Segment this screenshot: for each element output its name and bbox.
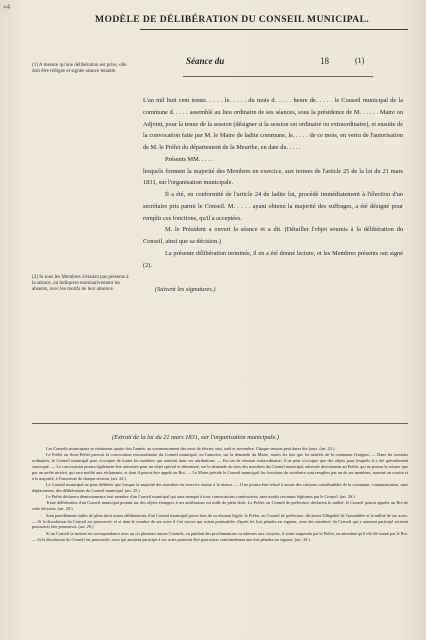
extract-paragraph: Les Conseils municipaux se réunissent quatre fois l'année, au commencement des mois de février, mai, août et novembre. Chaque session peut durer dix jours. (art. 23.) <box>46 446 335 451</box>
margin-note-1: (1) A mesure qu'une délibération est prise, elle doit être rédigée et signée séance tenante. <box>32 62 127 75</box>
seance-note-ref: (1) <box>355 56 365 65</box>
extract-paragraph: Le Préfet ou Sous-Préfet prescrit la convocation extraordinaire du Conseil municipal, ou l'autorise, sur la demande du Maire, toutes les fois que les intérêts de la commune l'exigent. — Dans les sessions ordinaires, le Conseil municipal peut s'occuper de toutes les matières qui rentrent dans ses attributions. — En cas de réunion extraordinaire, il ne peut s'occuper que des objets pour lesquels il a été spécialement convoqué. — La convocation pourra également être autorisée pour un objet spécial et déterminé, sur la demande du tiers des membres du Conseil municipal, adressée directement au Préfet, qui ne pourra la refuser que par un arrêté motivé, qui sera notifié aux réclamants, et dont il pourra être appelé au Roi. — Le Maire préside le Conseil municipal; les fonctions de secrétaire sont remplies par un de ses membres, nommé au scrutin et à la majorité, à l'ouverture de chaque session. (art. 24.) <box>32 452 408 481</box>
signatures-note: (Suivent les signatures.) <box>155 286 216 293</box>
extract-paragraph: Le Conseil municipal ne peut délibérer que lorsque la majorité des membres en exercice assiste à la séance. — Il ne pourra être refusé à aucun des citoyens contribuables de la commune, communication, sans déplacement, des délibérations du Conseil municipal. (art. 25.) <box>32 482 408 494</box>
body-paragraph-majority: lesquels forment la majorité des Membres en exercice, aux termes de l'article 25 de la loi du 21 mars 1831, sur l'organisation municipale. <box>143 167 403 187</box>
seance-year: 18 <box>320 56 329 66</box>
page-corner-mark: «4 <box>3 3 10 11</box>
seance-label: Séance du <box>186 56 225 66</box>
extract-paragraph: Si un Conseil se mettait en correspondance avec un ou plusieurs autres Conseils, ou publiait des proclamations ou adresses aux citoyens, il serait suspendu par le Préfet, en attendant qu'il eût été statué par le Roi. — Si la dissolution du Conseil est prononcée, ceux qui auraient participé à ces actes pourront être poursuivis conformément aux lois pénales en vigueur. (art. 30.) <box>32 530 408 542</box>
body-paragraph-president: M. le Président a ouvert la séance et a dit. (Détailler l'objet soumis à la délibération du Conseil, ainsi que sa décision.) <box>143 226 403 246</box>
extract-title: (Extrait de la loi du 21 mars 1831, sur l'organisation municipale.) <box>112 434 279 441</box>
seance-divider <box>183 76 373 77</box>
title-underline <box>140 29 408 30</box>
body-paragraph-presents: Présents MM. . . . . <box>165 155 213 163</box>
extract-paragraph: Sont pareillement nulles de plein droit toutes délibérations d'un Conseil municipal prises hors de sa réunion légale; le Préfet, en Conseil de préfecture, déclarera l'illégalité de l'assemblée et la nullité de ses actes. — Si la dissolution du Conseil est prononcée, et si dans le nombre de ses actes il s'en trouve qui soient punissables d'après les lois pénales en vigueur, ceux des membres du Conseil qui y auraient participé seraient poursuivis être poursuivis. (art. 29.) <box>32 512 408 530</box>
body-paragraph-intro: L'an mil huit cent trente. . . . . le. . . . . du mois d. . . . . heure de. . . . . le Conseil municipal de la commune d. . . . . assemblé au lieu ordinaire de ses séances, sous la présidence de M. . . . . . Maire ou Adjoint, pour la tenue de la session (désigner si la session est ordinaire ou extraordinaire), et ensuite de la convocation faite par M. le Maire de ladite commune, le. . . . . de ce mois, en vertu de l'autorisation de M. le Préfet du département de la Meurthe, en date du. . . . . <box>143 97 403 152</box>
body-paragraph-closing: La présente délibération terminée, il en a été donné lecture, et les Membres présents ont signé (2). <box>143 249 403 269</box>
extract-divider <box>32 423 408 424</box>
page-title: MODÈLE DE DÉLIBÉRATION DU CONSEIL MUNICIPAL. <box>95 14 370 25</box>
body-paragraph-secretary: Il a été, en conformité de l'article 24 de ladite loi, procédé immédiatement à l'élection d'un secrétaire pris parmi le Conseil. M. . . . . ayant obtenu la majorité des suffrages, a été désigné pour remplir ces fonctions, qu'il a acceptées. <box>143 191 403 222</box>
deliberation-body <box>143 95 403 271</box>
margin-note-2: (2) Si tous les Membres n'étaient pas présents à la séance, on indiquera nominativement les absents, avec les motifs de leur absence. <box>32 274 129 293</box>
extract-paragraph: Le Préfet déclarera démissionnaire tout membre d'un Conseil municipal qui aura manqué à trois convocations consécutives, sans motifs reconnus légitimes par le Conseil. (art. 26.) <box>46 494 355 500</box>
law-extract <box>32 446 408 543</box>
extract-paragraph: Toute délibération d'un Conseil municipal portant sur des objets étrangers à ses attributions est nulle de plein droit. Le Préfet, en Conseil de préfecture, déclarera la nullité; le Conseil pourra appeler au Roi de cette décision. (art. 28.) <box>32 500 408 512</box>
